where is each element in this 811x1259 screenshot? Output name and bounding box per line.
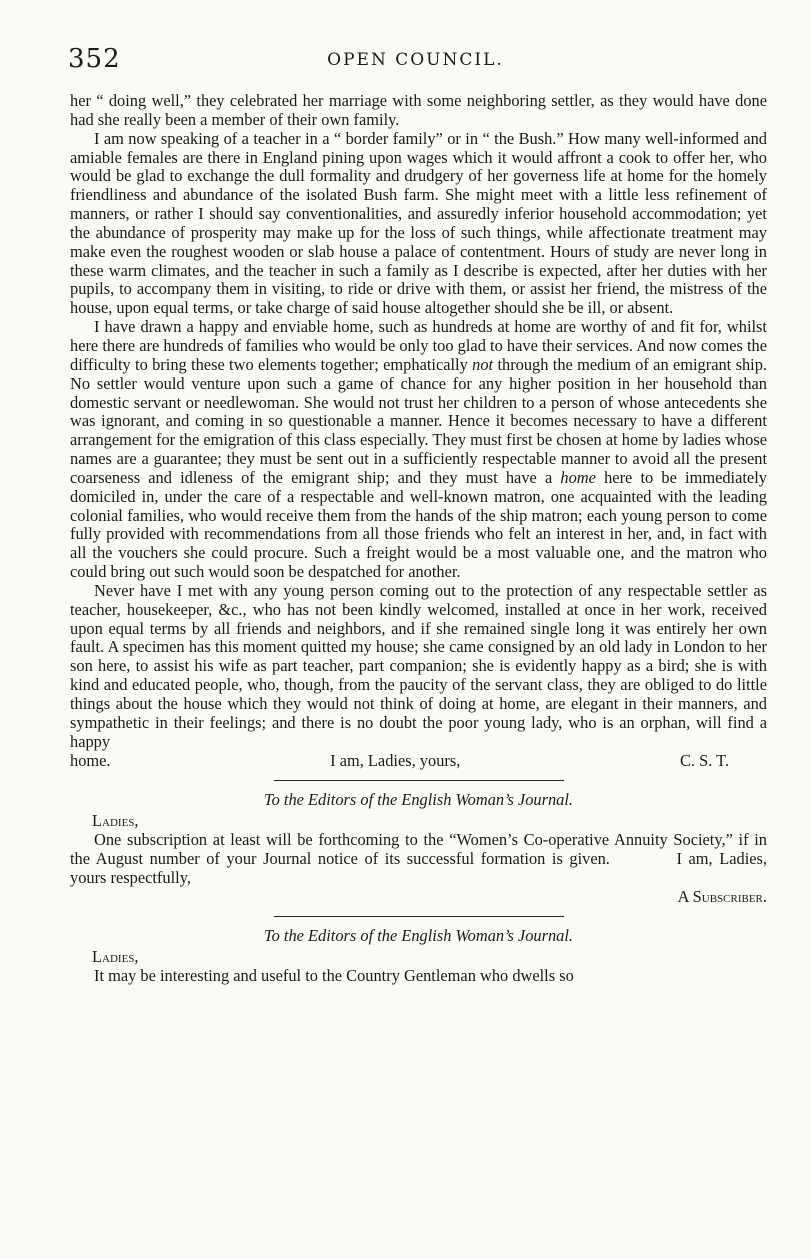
signature-line	[70, 752, 767, 771]
text-run: through the medium of an emigrant ship. No settler would venture upon such a game of chance for any higher position in her household than domestic servant or needlewoman. She would not trust her children to a person of whose antecedents she was ignorant, and coming in so questionable a manner. Hence it becomes necessary to have a different arrangement for the emigration of this class especially. They must first be chosen at home by ladies whose names are a guarantee; they must be sent out in a sufficiently respectable manner to avoid all the present coarseness and idleness of the emigrant ship; and they must have a	[70, 354, 767, 487]
paragraph: It may be interesting and useful to the Country Gentleman who dwells so	[94, 966, 574, 986]
emphasis-home: home	[560, 467, 596, 487]
running-head: OPEN COUNCIL.	[327, 50, 504, 70]
article-body	[70, 92, 767, 986]
paragraph	[70, 831, 767, 888]
text-run: I have drawn a happy and enviable home, such as hundreds at home are worthy of and fit for, whilst here there are hundreds of families who would be only too glad to have their services. And now comes the difficulty to bring these two elements together; emphatically	[70, 317, 767, 374]
signature: C. S. T.	[679, 750, 729, 770]
page-number: 352	[68, 44, 121, 74]
salutation: Ladies,	[92, 811, 139, 831]
paragraph: Never have I met with any young person coming out to the protection of any respectable settler as teacher, housekeeper, &c., who has not been kindly welcomed, installed at once in her work, received upon equal terms by all friends and neighbors, and if she remained single long it was entirely her own fault. A specimen has this moment quitted my house; she came consigned by an old lady in London to her son here, to assist his wife as part teacher, part companion; she is evidently happy as a bird; she is with kind and educated people, who, though, from the paucity of the servant class, they are obliged to do little things about the house which they would not think of doing at home, are elegant in their manners, and sympathetic in their feelings; and there is no doubt the poor young lady, who is an orphan, will find a happy	[70, 580, 767, 751]
text-run: One subscription at least will be forthcoming to the “Women’s Co-operative Annuity Society,” if in the August number of your Journal notice of its successful formation is given.	[70, 830, 767, 868]
letter-heading: To the Editors of the English Woman’s Journal.	[263, 790, 574, 810]
section-divider	[274, 780, 564, 781]
page-header	[60, 38, 771, 72]
paragraph	[70, 318, 767, 582]
text-run: here to be immediately domiciled in, under the care of a respectable and well-known matron, one acquainted with the leading colonial families, who would receive them from the hands of the ship matron; each young person to come fully provided with recommendations from all those friends who felt an interest in her, and, in fact with all the vouchers she could procure. Such a freight would be a most valuable one, and the matron who could bring out such would soon be despatched for another.	[70, 467, 767, 582]
signature: A Subscriber.	[677, 886, 767, 906]
salutation: Ladies,	[92, 947, 139, 967]
closing-word: home.	[70, 750, 111, 770]
emphasis-not: not	[472, 354, 494, 374]
section-divider	[274, 916, 564, 917]
paragraph: her “ doing well,” they celebrated her marriage with some neighboring settler, as they would have done had she really been a member of their own family.	[70, 91, 767, 129]
paragraph: I am now speaking of a teacher in a “ border family” or in “ the Bush.” How many well-informed and amiable females are there in England pining upon wages which it would affront a cook to offer her, who would be glad to exchange the dull formality and drudgery of her governess life at home for the homely friendliness and abundance of the isolated Bush farm. She might meet with a little less refinement of manners, or rather I should say conventionalities, and assuredly inferior household accommodation; yet the abundance of prosperity may make up for the loss of such things, while affectionate treatment may make even the roughest wooden or slab house a palace of contentment. Hours of study are never long in these warm climates, and the teacher in such a family as I describe is expected, after her duties with her pupils, to accompany them in visiting, to ride or drive with them, or assist her friend, the mistress of the house, upon equal terms, or take charge of said house altogether should she be ill, or absent.	[70, 128, 767, 318]
closing: I am, Ladies, yours,	[330, 750, 461, 770]
letter-heading: To the Editors of the English Woman’s Journal.	[263, 926, 574, 946]
closing: I am, Ladies, yours respectfully,	[70, 848, 767, 887]
